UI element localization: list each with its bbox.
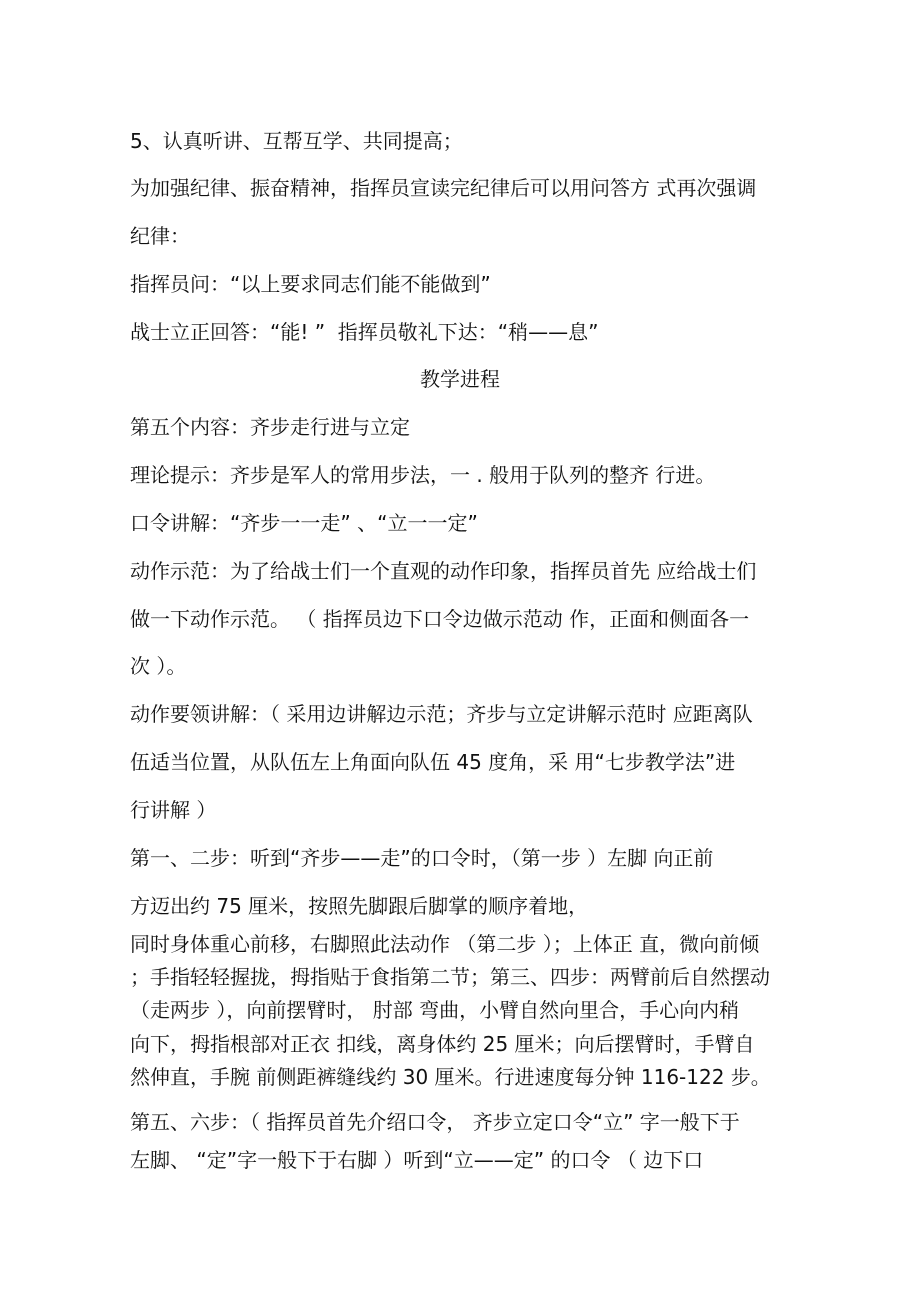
text-line: 口令讲解：“齐步一一走” 、“立一一定”: [130, 511, 478, 535]
text-line: 5、认真听讲、互帮互学、共同提高；: [130, 129, 463, 153]
text-line: 方迈出约 75 厘米，按照先脚跟后脚掌的顺序着地，: [130, 894, 589, 918]
text-line: （走两步 ），向前摆臂时， 肘部 弯曲，小臂自然向里合，手心向内稍: [130, 998, 740, 1022]
text-line: 左脚、 “定”字一般下于右脚 ）听到“立——定” 的口令 （ 边下口: [130, 1148, 704, 1172]
text-line: 动作示范：为了给战士们一个直观的动作印象，指挥员首先 应给战士们: [130, 559, 757, 583]
text-line: 第五个内容：齐步走行进与立定: [130, 415, 410, 439]
text-line: 指挥员问：“以上要求同志们能不能做到”: [130, 272, 491, 296]
text-line: 第五、六步：（ 指挥员首先介绍口令， 齐步立定口令“立” 字一般下于: [130, 1110, 740, 1134]
text-line: 为加强纪律、振奋精神，指挥员宣读完纪律后可以用问答方 式再次强调: [130, 176, 757, 200]
section-heading: 教学进程: [420, 367, 500, 391]
text-line: 伍适当位置，从队伍左上角面向队伍 45 度角，采 用“七步教学法”进: [130, 750, 736, 774]
text-line: 做一下动作示范。 （ 指挥员边下口令边做示范动 作，正面和侧面各一: [130, 607, 750, 631]
text-line: 同时身体重心前移，右脚照此法动作 （第二步 ）；上体正 直，微向前倾: [130, 932, 760, 956]
text-line: 纪律：: [130, 224, 190, 248]
text-line: 向下，拇指根部对正衣 扣线，离身体约 25 厘米；向后摆臂时，手臂自: [130, 1032, 755, 1056]
text-line: 理论提示：齐步是军人的常用步法，一 . 般用于队列的整齐 行进。: [130, 463, 716, 487]
text-line: 行讲解 ）: [130, 798, 217, 822]
text-line: 次 ）。: [130, 654, 187, 678]
text-line: 动作要领讲解：（ 采用边讲解边示范；齐步与立定讲解示范时 应距离队: [130, 702, 753, 726]
text-line: 第一、二步：听到“齐步——走”的口令时，（第一步 ）左脚 向正前: [130, 846, 714, 870]
text-line: 战士立正回答：“能! ” 指挥员敬礼下达：“稍——息”: [130, 320, 599, 344]
text-line: 然伸直，手腕 前侧距裤缝线约 30 厘米。行进速度每分钟 116-122 步。: [130, 1065, 771, 1089]
text-line: ；手指轻轻握拢，拇指贴于食指第二节；第三、四步：两臂前后自然摆动: [130, 965, 770, 989]
